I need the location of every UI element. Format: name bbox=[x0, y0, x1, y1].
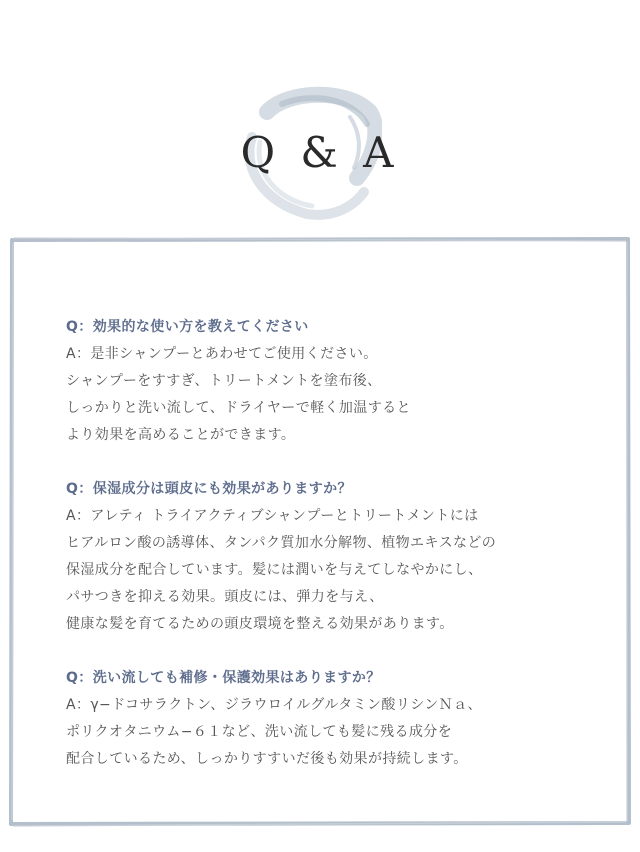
question-text: Q：効果的な使い方を教えてください bbox=[66, 319, 309, 335]
answer-line: 保湿成分を配合しています。髪には潤いを与えてしなやかにし、 bbox=[66, 562, 483, 578]
answer-line: より効果を高めることができます。 bbox=[66, 427, 296, 443]
question-text: Q：保湿成分は頭皮にも効果がありますか？ bbox=[66, 481, 352, 497]
qa-list bbox=[66, 313, 586, 799]
answer-line: A：アレティ トライアクティブシャンプーとトリートメントには bbox=[66, 508, 479, 524]
qa-item bbox=[66, 475, 586, 638]
answer-line: A：是非シャンプーとあわせてご使用ください。 bbox=[66, 346, 378, 362]
answer-line: しっかりと洗い流して、ドライヤーで軽く加温すると bbox=[66, 400, 411, 416]
question-text: Q：洗い流しても補修・保護効果はありますか？ bbox=[66, 670, 381, 686]
answer-line: 健康な髪を育てるための頭皮環境を整える効果があります。 bbox=[66, 616, 454, 632]
qa-item bbox=[66, 313, 586, 449]
answer-line: 配合しているため、しっかりすすいだ後も効果が持続します。 bbox=[66, 751, 468, 767]
answer-line: シャンプーをすすぎ、トリートメントを塗布後、 bbox=[66, 373, 382, 389]
answer-line: ヒアルロン酸の誘導体、タンパク質加水分解物、植物エキスなどの bbox=[66, 535, 497, 551]
answer-line: ポリクオタニウム−６１など、洗い流しても髪に残る成分を bbox=[66, 724, 453, 740]
answer-line: パサつきを抑える効果。頭皮には、弾力を与え、 bbox=[66, 589, 384, 605]
answer-line: A：γ−ドコサラクトン、ジラウロイルグルタミン酸リシンＮａ、 bbox=[66, 697, 482, 713]
qa-item bbox=[66, 664, 586, 773]
page-title: Q & A bbox=[240, 128, 400, 177]
